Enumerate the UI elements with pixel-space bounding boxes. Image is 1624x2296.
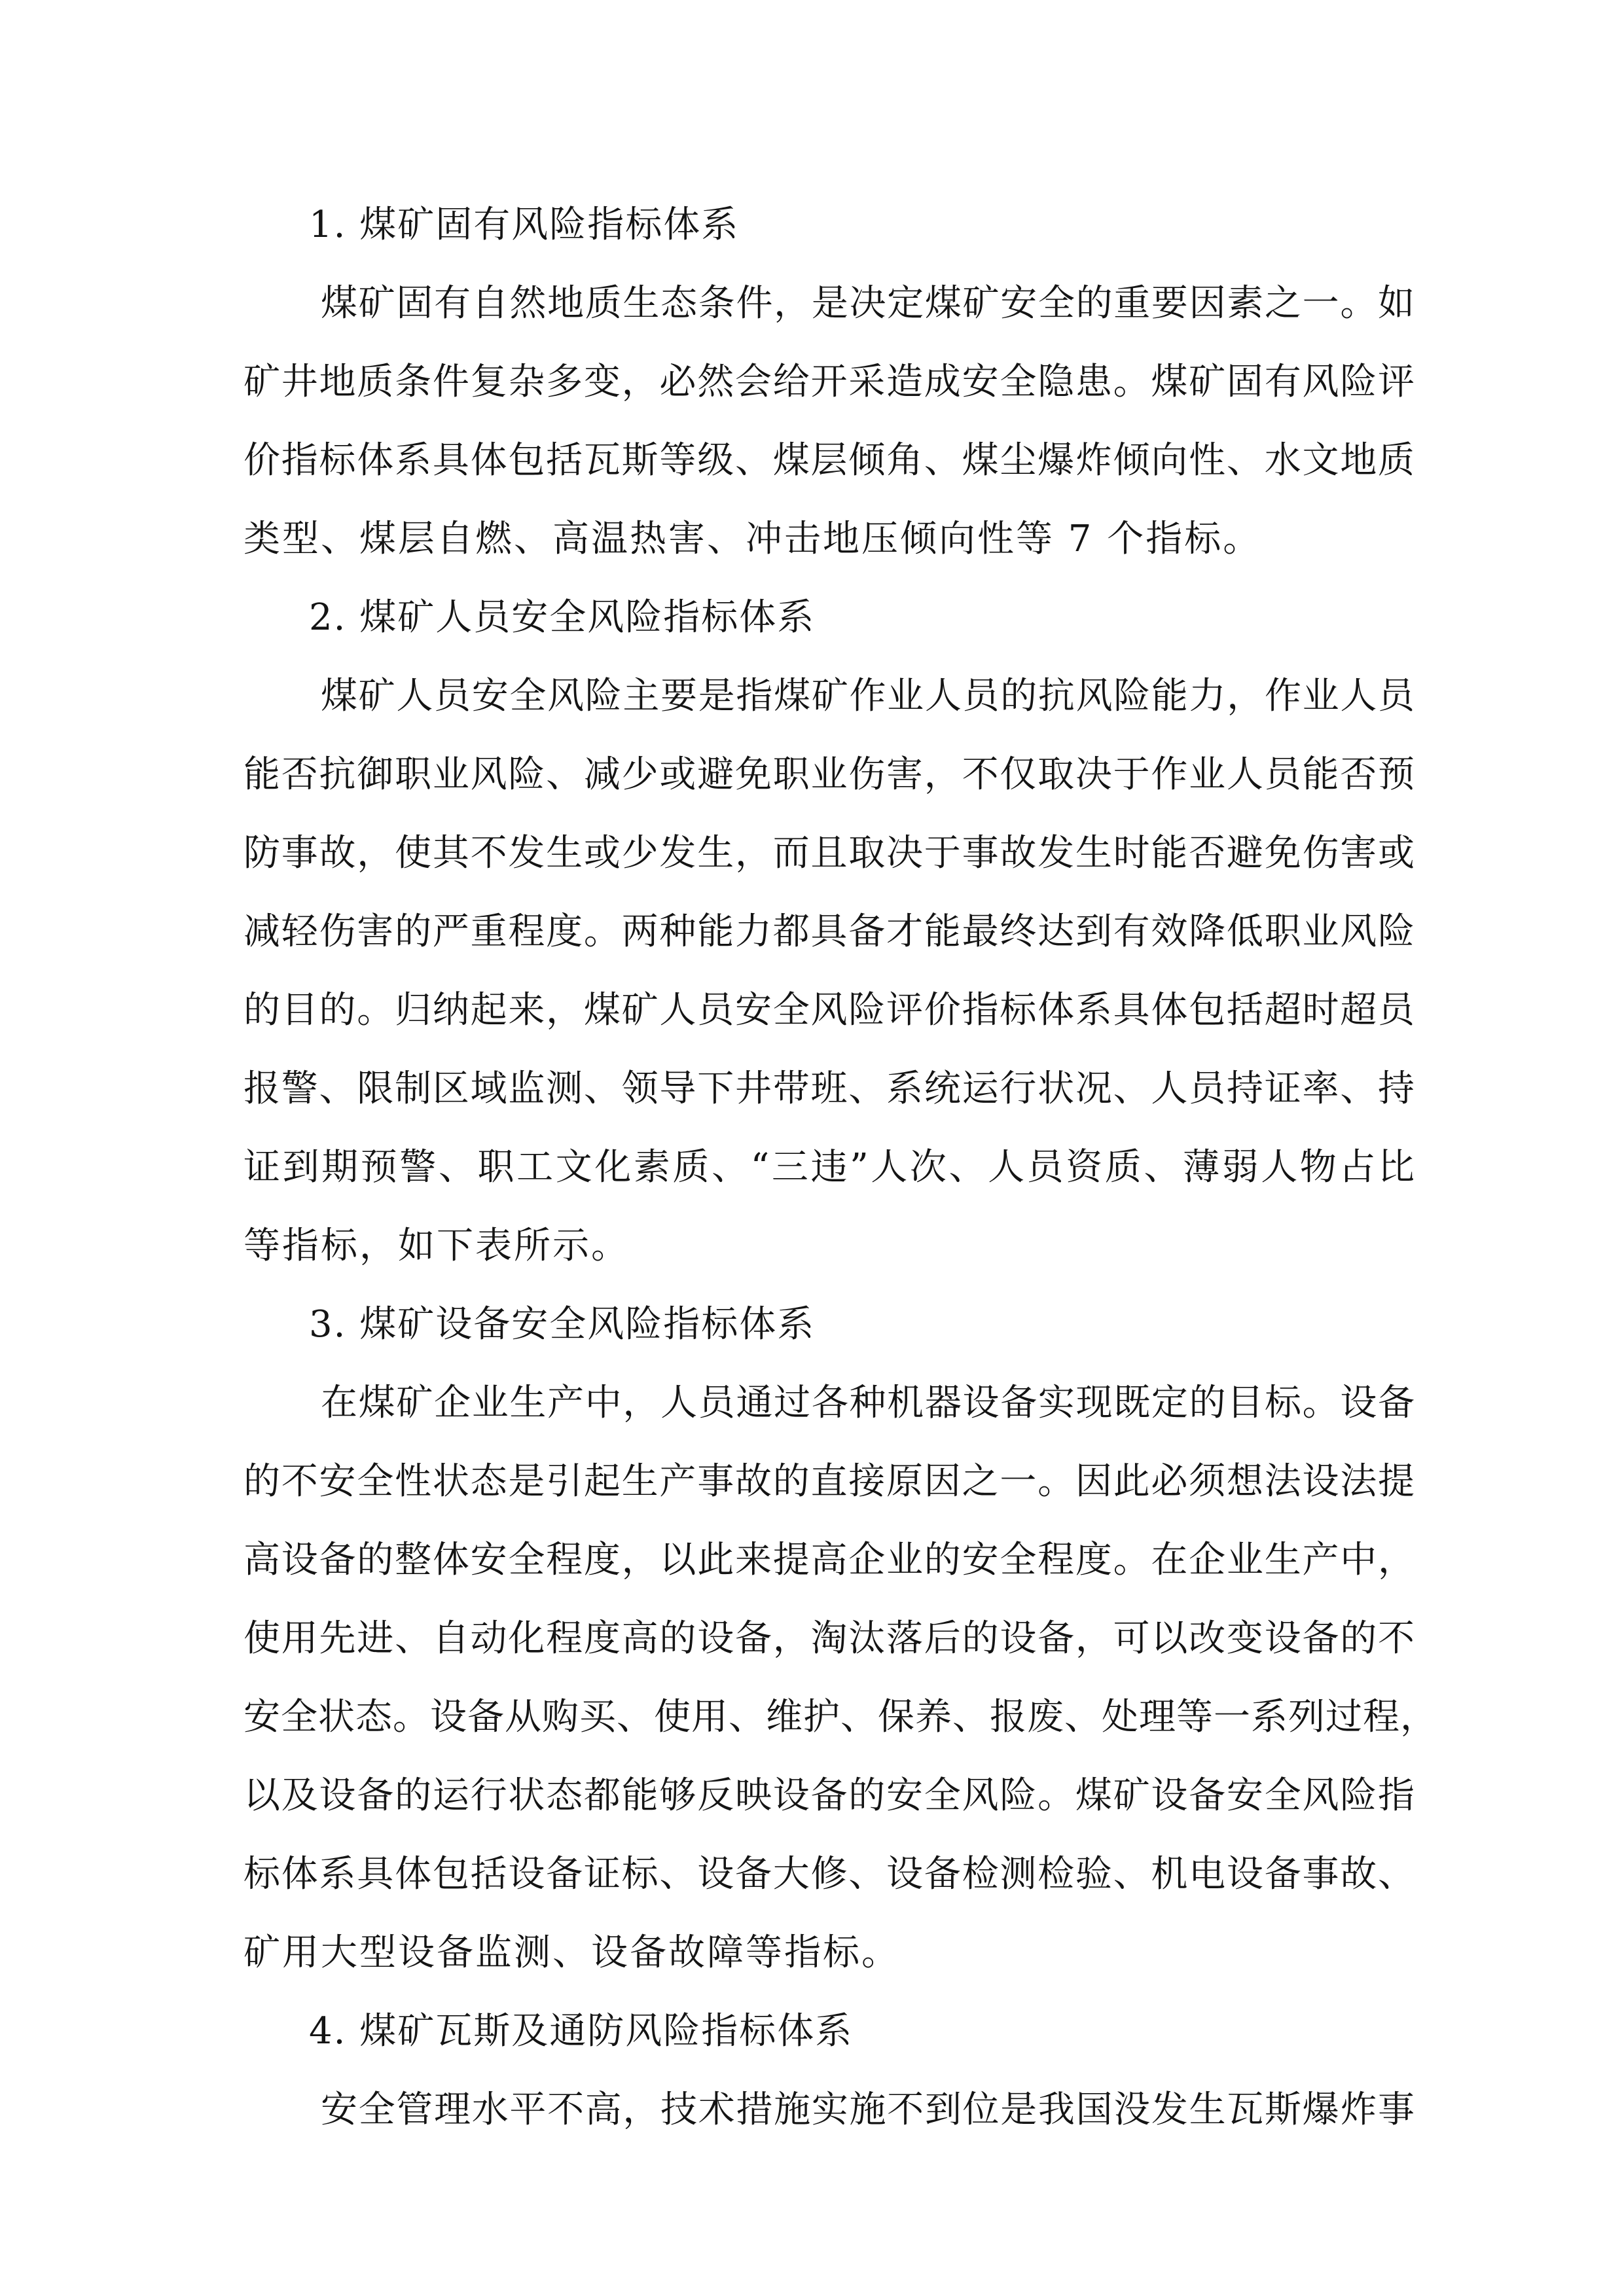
paragraph-line: 的目的。归纳起来，煤矿人员安全风险评价指标体系具体包括超时超员 — [244, 989, 1415, 1031]
paragraph-line: 矿井地质条件复杂多变，必然会给开采造成安全隐患。煤矿固有风险评 — [244, 361, 1415, 403]
paragraph-line: 防事故，使其不发生或少发生，而且取决于事故发生时能否避免伤害或 — [244, 832, 1415, 874]
paragraph-line: 以及设备的运行状态都能够反映设备的安全风险。煤矿设备安全风险指 — [244, 1774, 1415, 1817]
paragraph-line: 煤矿人员安全风险主要是指煤矿作业人员的抗风险能力，作业人员 — [321, 675, 1415, 717]
section-heading: 2. 煤矿人员安全风险指标体系 — [309, 596, 816, 639]
paragraph-line: 矿用大型设备监测、设备故障等指标。 — [244, 1931, 900, 1974]
paragraph-line: 报警、限制区域监测、领导下井带班、系统运行状况、人员持证率、持 — [244, 1067, 1415, 1110]
section-heading: 3. 煤矿设备安全风险指标体系 — [309, 1303, 816, 1346]
paragraph-line: 煤矿固有自然地质生态条件，是决定煤矿安全的重要因素之一。如 — [321, 282, 1415, 325]
section-heading: 4. 煤矿瓦斯及通防风险指标体系 — [309, 2010, 854, 2053]
paragraph-line: 的不安全性状态是引起生产事故的直接原因之一。因此必须想法设法提 — [244, 1460, 1415, 1503]
paragraph-line: 安全管理水平不高，技术措施实施不到位是我国没发生瓦斯爆炸事 — [321, 2089, 1415, 2131]
paragraph-line: 类型、煤层自燃、高温热害、冲击地压倾向性等 7 个指标。 — [244, 518, 1262, 560]
paragraph-line: 能否抗御职业风险、减少或避免职业伤害，不仅取决于作业人员能否预 — [244, 753, 1415, 796]
document-body — [244, 186, 1437, 2149]
paragraph-line: 安全状态。设备从购买、使用、维护、保养、报废、处理等一系列过程， — [244, 1696, 1437, 1738]
paragraph-line: 标体系具体包括设备证标、设备大修、设备检测检验、机电设备事故、 — [244, 1853, 1415, 1895]
paragraph-line: 价指标体系具体包括瓦斯等级、煤层倾角、煤尘爆炸倾向性、水文地质 — [244, 439, 1415, 482]
paragraph-line: 减轻伤害的严重程度。两种能力都具备才能最终达到有效降低职业风险 — [244, 910, 1415, 953]
paragraph-line: 高设备的整体安全程度，以此来提高企业的安全程度。在企业生产中， — [244, 1539, 1415, 1581]
paragraph-line: 使用先进、自动化程度高的设备，淘汰落后的设备，可以改变设备的不 — [244, 1617, 1415, 1660]
section-heading: 1. 煤矿固有风险指标体系 — [309, 204, 740, 246]
paragraph-line: 在煤矿企业生产中，人员通过各种机器设备实现既定的目标。设备 — [321, 1382, 1415, 1424]
paragraph-line: 等指标，如下表所示。 — [244, 1225, 630, 1267]
paragraph-line: 证到期预警、职工文化素质、“三违”人次、人员资质、薄弱人物占比 — [244, 1146, 1415, 1189]
